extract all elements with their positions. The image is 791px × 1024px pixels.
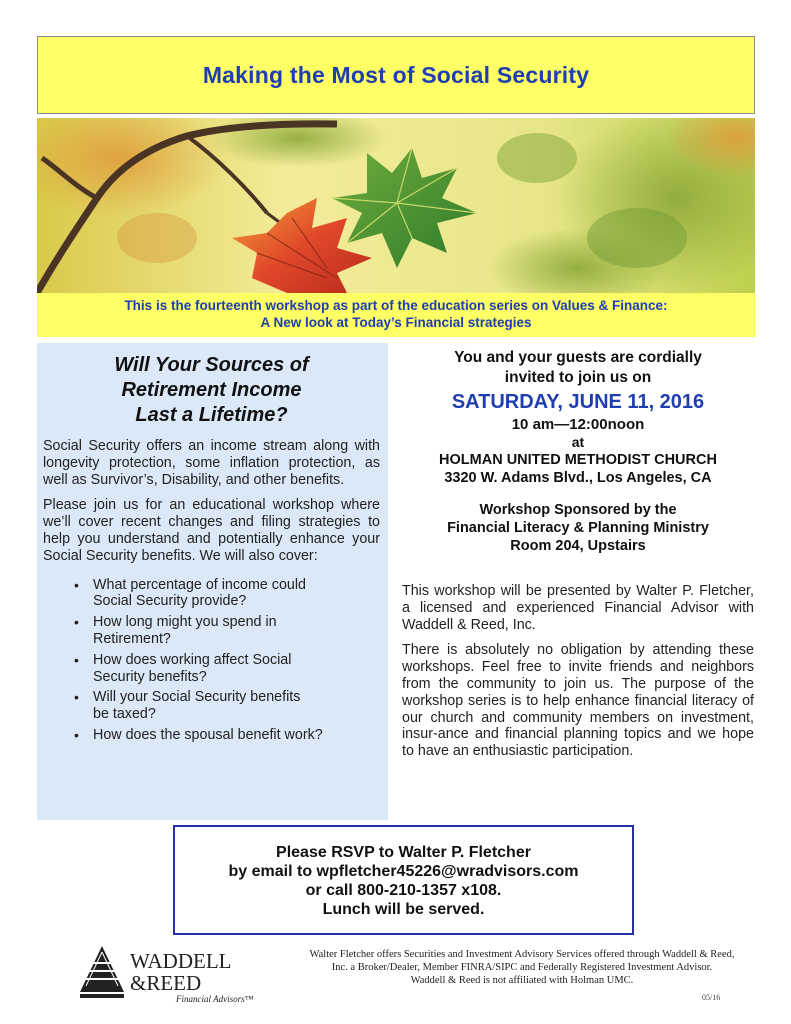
svg-text:Financial Advisors™: Financial Advisors™ — [176, 994, 254, 1004]
list-item: • How long might you spend in Retirement? — [93, 614, 380, 648]
panel-heading-line: Last a Lifetime? — [135, 404, 288, 426]
event-time: 10 am—12:00noon — [511, 416, 645, 433]
disclaimer — [282, 948, 762, 987]
rsvp-line: Please RSVP to Walter P. Fletcher — [276, 844, 531, 861]
list-item: • How does the spousal benefit work? — [93, 727, 380, 744]
rsvp-box — [173, 825, 634, 935]
pyramid-icon — [80, 946, 124, 998]
workshop-paragraph: Please join us for an educational workshop where we’ll cover recent changes and filing strategies to help you understand and potentially enhance your Social Security benefits. We will also cover: — [43, 497, 380, 564]
series-line-1: This is the fourteenth workshop as part of the education series on Values & Finance: — [124, 298, 668, 313]
left-info-panel — [37, 343, 388, 820]
intro-paragraph: Social Security offers an income stream along with longevity protection, some inflation protection, as well as Survivor’s, Disability, and other benefits. — [43, 438, 380, 488]
panel-heading-line: Will Your Sources of — [114, 354, 309, 376]
autumn-leaves-image — [37, 118, 755, 293]
series-line-2: A New look at Today’s Financial strategies — [260, 315, 532, 330]
right-column — [402, 348, 754, 769]
disclaimer-line: Walter Fletcher offers Securities and Investment Advisory Services offered through Waddell & Reed, — [309, 949, 735, 960]
at-label: at — [571, 434, 585, 450]
event-details — [402, 348, 754, 555]
svg-text:WADDELL: WADDELL — [130, 949, 232, 973]
lunch-line: Lunch will be served. — [322, 901, 485, 918]
obligation-paragraph: There is absolutely no obligation by attending these workshops. Feel free to invite friends and neighbors from the community to join us. The purpose of the workshop series is to help enhance financial literacy of our church and community members on investment, insur-ance and financial planning topics and we hope to have an enthusiastic participation. — [402, 642, 754, 760]
panel-heading-line: Retirement Income — [121, 379, 302, 401]
topic-list — [43, 577, 380, 744]
list-item: • Will your Social Security benefits be taxed? — [93, 689, 380, 723]
series-banner — [37, 293, 755, 337]
svg-text:&REED: &REED — [130, 971, 202, 995]
list-item: • What percentage of income could Social Security provide? — [93, 577, 380, 611]
disclaimer-line: Waddell & Reed is not affiliated with Holman UMC. — [410, 975, 634, 986]
rsvp-phone-line: or call 800-210-1357 x108. — [305, 882, 502, 899]
event-date: SATURDAY, JUNE 11, 2016 — [451, 391, 705, 413]
sponsor-line: Workshop Sponsored by the — [479, 502, 677, 518]
invite-line: You and your guests are cordially — [454, 349, 702, 366]
page-title: Making the Most of Social Security — [202, 61, 590, 88]
invite-line: invited to join us on — [504, 369, 652, 386]
panel-heading — [43, 353, 380, 428]
presenter-paragraph: This workshop will be presented by Walter P. Fletcher, a licensed and experienced Financial Advisor with Waddell & Reed, Inc. — [402, 583, 754, 633]
room-line: Room 204, Upstairs — [510, 538, 646, 554]
venue-address: 3320 W. Adams Blvd., Los Angeles, CA — [444, 470, 712, 486]
document-code: 05/16 — [702, 993, 721, 1002]
list-item: • How does working affect Social Security benefits? — [93, 652, 380, 686]
venue-name: HOLMAN UNITED METHODIST CHURCH — [439, 452, 717, 468]
title-banner — [37, 36, 755, 114]
rsvp-email-line: by email to wpfletcher45226@wradvisors.com — [228, 863, 579, 880]
waddell-reed-logo — [78, 938, 268, 1010]
disclaimer-line: Inc. a Broker/Dealer, Member FINRA/SIPC and Federally Registered Investment Advisor. — [331, 962, 713, 973]
sponsor-line: Financial Literacy & Planning Ministry — [447, 520, 709, 536]
